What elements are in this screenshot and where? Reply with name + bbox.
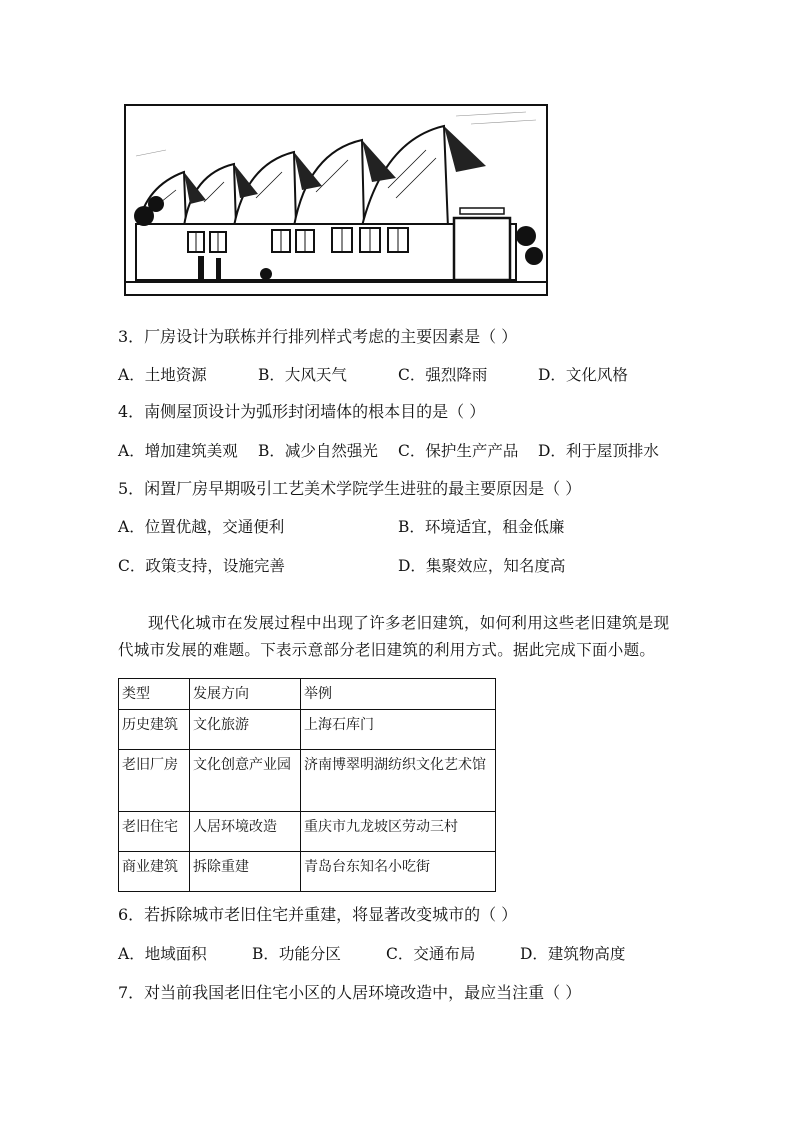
q6-option-d[interactable]: D．建筑物高度 xyxy=(520,945,626,963)
question-7: 7．对当前我国老旧住宅小区的人居环境改造中，最应当注重（ ） xyxy=(118,983,582,1002)
question-6: 6．若拆除城市老旧住宅并重建，将显著改变城市的（ ） xyxy=(118,905,518,924)
table-row xyxy=(119,852,496,892)
intro-text: 现代化城市在发展过程中出现了许多老旧建筑，如何利用这些老旧建筑是现代城市发展的难题。下表示意部分老旧建筑的利用方式。据此完成下面小题。 xyxy=(118,614,670,659)
q6-option-c[interactable]: C．交通布局 xyxy=(386,945,476,963)
q5-option-a[interactable]: A．位置优越，交通便利 xyxy=(118,518,285,536)
table-cell: 商业建筑 xyxy=(119,852,190,892)
question-4: 4．南侧屋顶设计为弧形封闭墙体的根本目的是（ ） xyxy=(118,402,486,421)
q6-option-a[interactable]: A．地域面积 xyxy=(118,945,207,963)
table-header-row xyxy=(119,679,496,710)
table-cell: 老旧厂房 xyxy=(119,750,190,812)
q4-option-b[interactable]: B．减少自然强光 xyxy=(258,442,378,460)
table-row xyxy=(119,750,496,812)
table-cell: 重庆市九龙坡区劳动三村 xyxy=(301,812,496,852)
q3-option-a[interactable]: A．土地资源 xyxy=(118,366,207,384)
question-5: 5．闲置厂房早期吸引工艺美术学院学生进驻的最主要原因是（ ） xyxy=(118,479,582,498)
q4-option-d[interactable]: D．利于屋顶排水 xyxy=(538,442,659,460)
table-cell: 老旧住宅 xyxy=(119,812,190,852)
question-3: 3．厂房设计为联栋并行排列样式考虑的主要因素是（ ） xyxy=(118,327,518,346)
q5-option-b[interactable]: B．环境适宜，租金低廉 xyxy=(398,518,565,536)
table-header-cell: 发展方向 xyxy=(190,679,301,710)
q3-option-b[interactable]: B．大风天气 xyxy=(258,366,347,384)
q4-option-c[interactable]: C．保护生产产品 xyxy=(398,442,519,460)
factory-sketch-figure xyxy=(124,104,548,296)
table-cell: 历史建筑 xyxy=(119,710,190,750)
q4-option-a[interactable]: A．增加建筑美观 xyxy=(118,442,238,460)
table-cell: 青岛台东知名小吃街 xyxy=(301,852,496,892)
table-cell: 拆除重建 xyxy=(190,852,301,892)
intro-paragraph xyxy=(118,610,678,664)
old-building-table xyxy=(118,678,496,892)
table-cell: 济南博翠明湖纺织文化艺术馆 xyxy=(301,750,496,812)
table-header-cell: 举例 xyxy=(301,679,496,710)
table-row xyxy=(119,812,496,852)
q6-option-b[interactable]: B．功能分区 xyxy=(252,945,341,963)
q3-option-c[interactable]: C．强烈降雨 xyxy=(398,366,488,384)
table-header-cell: 类型 xyxy=(119,679,190,710)
table-cell: 文化创意产业园 xyxy=(190,750,301,812)
q5-option-d[interactable]: D．集聚效应，知名度高 xyxy=(398,557,566,575)
factory-sketch-drawing xyxy=(126,106,546,294)
table-cell: 人居环境改造 xyxy=(190,812,301,852)
q5-option-c[interactable]: C．政策支持，设施完善 xyxy=(118,557,285,575)
table-row xyxy=(119,710,496,750)
table-cell: 上海石库门 xyxy=(301,710,496,750)
table-cell: 文化旅游 xyxy=(190,710,301,750)
q3-option-d[interactable]: D．文化风格 xyxy=(538,366,628,384)
